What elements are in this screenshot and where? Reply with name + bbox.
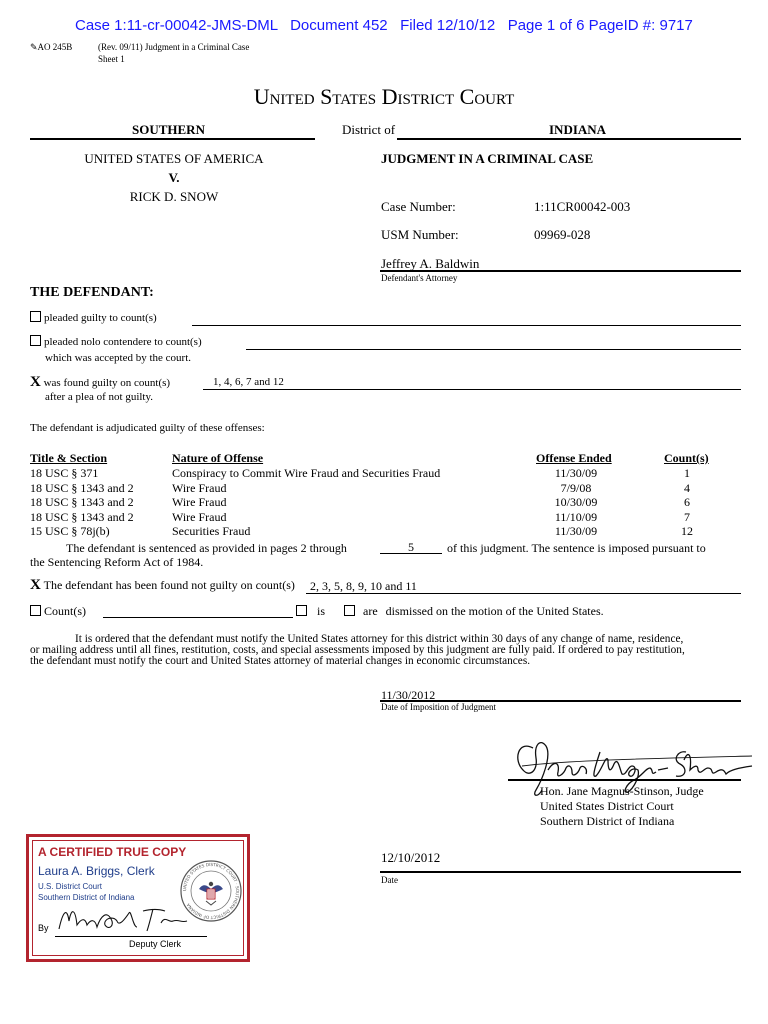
- district-name: SOUTHERN: [132, 122, 205, 137]
- order-paragraph: [30, 634, 742, 667]
- district-state-rule: [397, 138, 741, 140]
- not-guilty-label: The defendant has been found not guilty on count(s): [43, 578, 295, 592]
- dismissed-is-label: is: [317, 604, 326, 618]
- pleaded-guilty-row: [30, 311, 157, 324]
- found-guilty-mark: X: [30, 374, 41, 390]
- pleaded-guilty-rule: [192, 325, 741, 326]
- table-row: Conspiracy to Commit Wire Fraud and Securities Fraud: [172, 466, 441, 480]
- attorney-rule: [380, 270, 741, 272]
- case-number: 1:11CR00042-003: [534, 199, 631, 214]
- table-row: Securities Fraud: [172, 524, 251, 539]
- signed-date-label: Date: [381, 875, 398, 885]
- count-column: [664, 466, 710, 539]
- judgment-title: JUDGMENT IN A CRIMINAL CASE: [381, 151, 594, 166]
- usm-number-label: USM Number:: [381, 227, 459, 242]
- pleaded-nolo-rule: [246, 349, 741, 350]
- seal-text: UNITED STATES DISTRICT COURT · SOUTHERN DISTRICT OF INDIANA: [181, 861, 241, 921]
- dismissed-is-row: [296, 604, 325, 619]
- found-guilty-counts: 1, 4, 6, 7 and 12: [213, 376, 284, 388]
- sentencing-text-after: of this judgment. The sentence is imposed pursuant to: [447, 541, 706, 555]
- form-code: ✎AO 245B: [30, 42, 73, 52]
- not-guilty-rule: [306, 593, 741, 594]
- stamp-title: A CERTIFIED TRUE COPY: [38, 845, 187, 859]
- imposition-date: 11/30/2012: [381, 688, 436, 702]
- sentencing-text-line2: the Sentencing Reform Act of 1984.: [30, 555, 204, 569]
- district-name-rule: [30, 138, 315, 140]
- not-guilty-counts: 2, 3, 5, 8, 9, 10 and 11: [310, 579, 417, 593]
- table-row: 7: [684, 509, 690, 524]
- order-line-3: the defendant must notify the court and United States attorney of material changes in economic circumstances.: [30, 655, 531, 667]
- defense-attorney: Jeffrey A. Baldwin: [381, 256, 480, 271]
- sentencing-pages-rule: [380, 553, 442, 554]
- stamp-clerk: Laura A. Briggs, Clerk: [38, 864, 155, 878]
- found-guilty-label: was found guilty on count(s): [43, 377, 171, 389]
- dismissed-are-label: are: [363, 604, 378, 618]
- judge-name: Hon. Jane Magnus-Stinson, Judge: [540, 784, 704, 798]
- header-title-section: Title & Section: [30, 451, 108, 465]
- table-row: 7/9/08: [560, 480, 592, 495]
- dismissed-text: dismissed on the motion of the United States.: [385, 604, 604, 618]
- pleaded-guilty-label: pleaded guilty to count(s): [44, 312, 157, 324]
- pen-icon: ✎: [30, 42, 38, 52]
- case-number-label: Case Number:: [381, 199, 456, 214]
- dismissed-counts-label: Count(s): [44, 604, 86, 618]
- pleaded-guilty-checkbox[interactable]: [30, 311, 41, 322]
- table-row: 18 USC § 371: [30, 466, 99, 480]
- dismissed-counts-rule: [103, 617, 293, 618]
- signed-date-rule: [380, 871, 741, 873]
- filing-stamp-line: Case 1:11-cr-00042-JMS-DML Document 452 Filed 12/10/12 Page 1 of 6 PageID #: 9717: [75, 17, 693, 34]
- table-row: 11/30/09: [554, 524, 598, 539]
- stamp-by: By: [38, 923, 49, 933]
- pleaded-nolo-row: [30, 335, 202, 348]
- sheet-number: Sheet 1: [98, 54, 125, 64]
- certified-copy-stamp: [26, 834, 250, 962]
- table-row: 12: [681, 524, 693, 539]
- header-counts: Count(s): [664, 451, 709, 465]
- form-description: (Rev. 09/11) Judgment in a Criminal Case: [98, 42, 250, 52]
- defendant-name: RICK D. SNOW: [129, 189, 219, 204]
- order-line-2: or mailing address until all fines, restitution, costs, and special assessments imposed by this judgment are fully paid. If ordered to pay restitution,: [30, 644, 685, 656]
- district-state: INDIANA: [549, 122, 607, 137]
- header-offense-ended: Offense Ended: [536, 451, 612, 465]
- table-row: 11/10/09: [554, 509, 598, 524]
- court-title: United States District Court: [253, 84, 515, 109]
- dismissed-counts-checkbox[interactable]: [30, 605, 41, 616]
- table-row: 6: [684, 495, 690, 510]
- plaintiff: UNITED STATES OF AMERICA: [84, 151, 264, 166]
- imposition-label: Date of Imposition of Judgment: [381, 702, 496, 712]
- found-guilty-row: [30, 374, 170, 391]
- clerk-signature: [55, 901, 195, 935]
- table-row: Wire Fraud: [172, 509, 227, 524]
- adjudicated-text: The defendant is adjudicated guilty of these offenses:: [30, 422, 265, 434]
- stamp-role: Deputy Clerk: [129, 939, 182, 949]
- district-of-label: District of: [342, 122, 396, 137]
- not-guilty-mark: X: [30, 577, 41, 593]
- nature-column: [172, 466, 440, 539]
- table-row: Wire Fraud: [172, 480, 227, 495]
- usm-number: 09969-028: [534, 227, 591, 242]
- pleaded-nolo-checkbox[interactable]: [30, 335, 41, 346]
- table-row: 1: [684, 466, 690, 480]
- attorney-label: Defendant's Attorney: [381, 273, 458, 283]
- stamp-court: U.S. District Court: [38, 882, 103, 891]
- pleaded-nolo-label: pleaded nolo contendere to count(s): [44, 336, 202, 348]
- signed-date: 12/10/2012: [381, 850, 441, 865]
- stamp-signature-rule: [55, 936, 207, 937]
- sentencing-text: The defendant is sentenced as provided in pages 2 through: [66, 541, 347, 555]
- table-row: 18 USC § 1343 and 2: [30, 509, 134, 524]
- sentencing-pages: 5: [408, 540, 414, 554]
- after-plea-text: after a plea of not guilty.: [45, 391, 154, 403]
- header-nature: Nature of Offense: [172, 451, 264, 465]
- dismissed-counts-row: [30, 604, 86, 619]
- table-row: Wire Fraud: [172, 495, 227, 510]
- defendant-heading: THE DEFENDANT:: [30, 285, 154, 300]
- table-row: 18 USC § 1343 and 2: [30, 480, 134, 495]
- judge-court: United States District Court: [540, 799, 674, 813]
- dismissed-are-row: [344, 604, 604, 619]
- court-seal-icon: [179, 859, 243, 923]
- table-row: 15 USC § 78j(b): [30, 524, 110, 539]
- versus: V.: [168, 170, 180, 185]
- offense-ended-column: [536, 466, 616, 539]
- order-line-1: It is ordered that the defendant must notify the United States attorney for this district within 30 days of any change of name, residence,: [75, 633, 684, 645]
- table-row: 18 USC § 1343 and 2: [30, 495, 134, 510]
- table-row: 11/30/09: [554, 466, 598, 480]
- dismissed-is-checkbox[interactable]: [296, 605, 307, 616]
- not-guilty-row: [30, 577, 295, 594]
- judge-signature-rule: [508, 779, 741, 781]
- dismissed-are-checkbox[interactable]: [344, 605, 355, 616]
- title-section-column: [30, 466, 134, 539]
- table-row: 4: [684, 480, 690, 495]
- stamp-district: Southern District of Indiana: [38, 893, 135, 902]
- found-guilty-rule: [203, 389, 741, 390]
- nolo-accepted-text: which was accepted by the court.: [45, 352, 191, 364]
- judge-district: Southern District of Indiana: [540, 814, 675, 828]
- table-row: 10/30/09: [554, 495, 598, 510]
